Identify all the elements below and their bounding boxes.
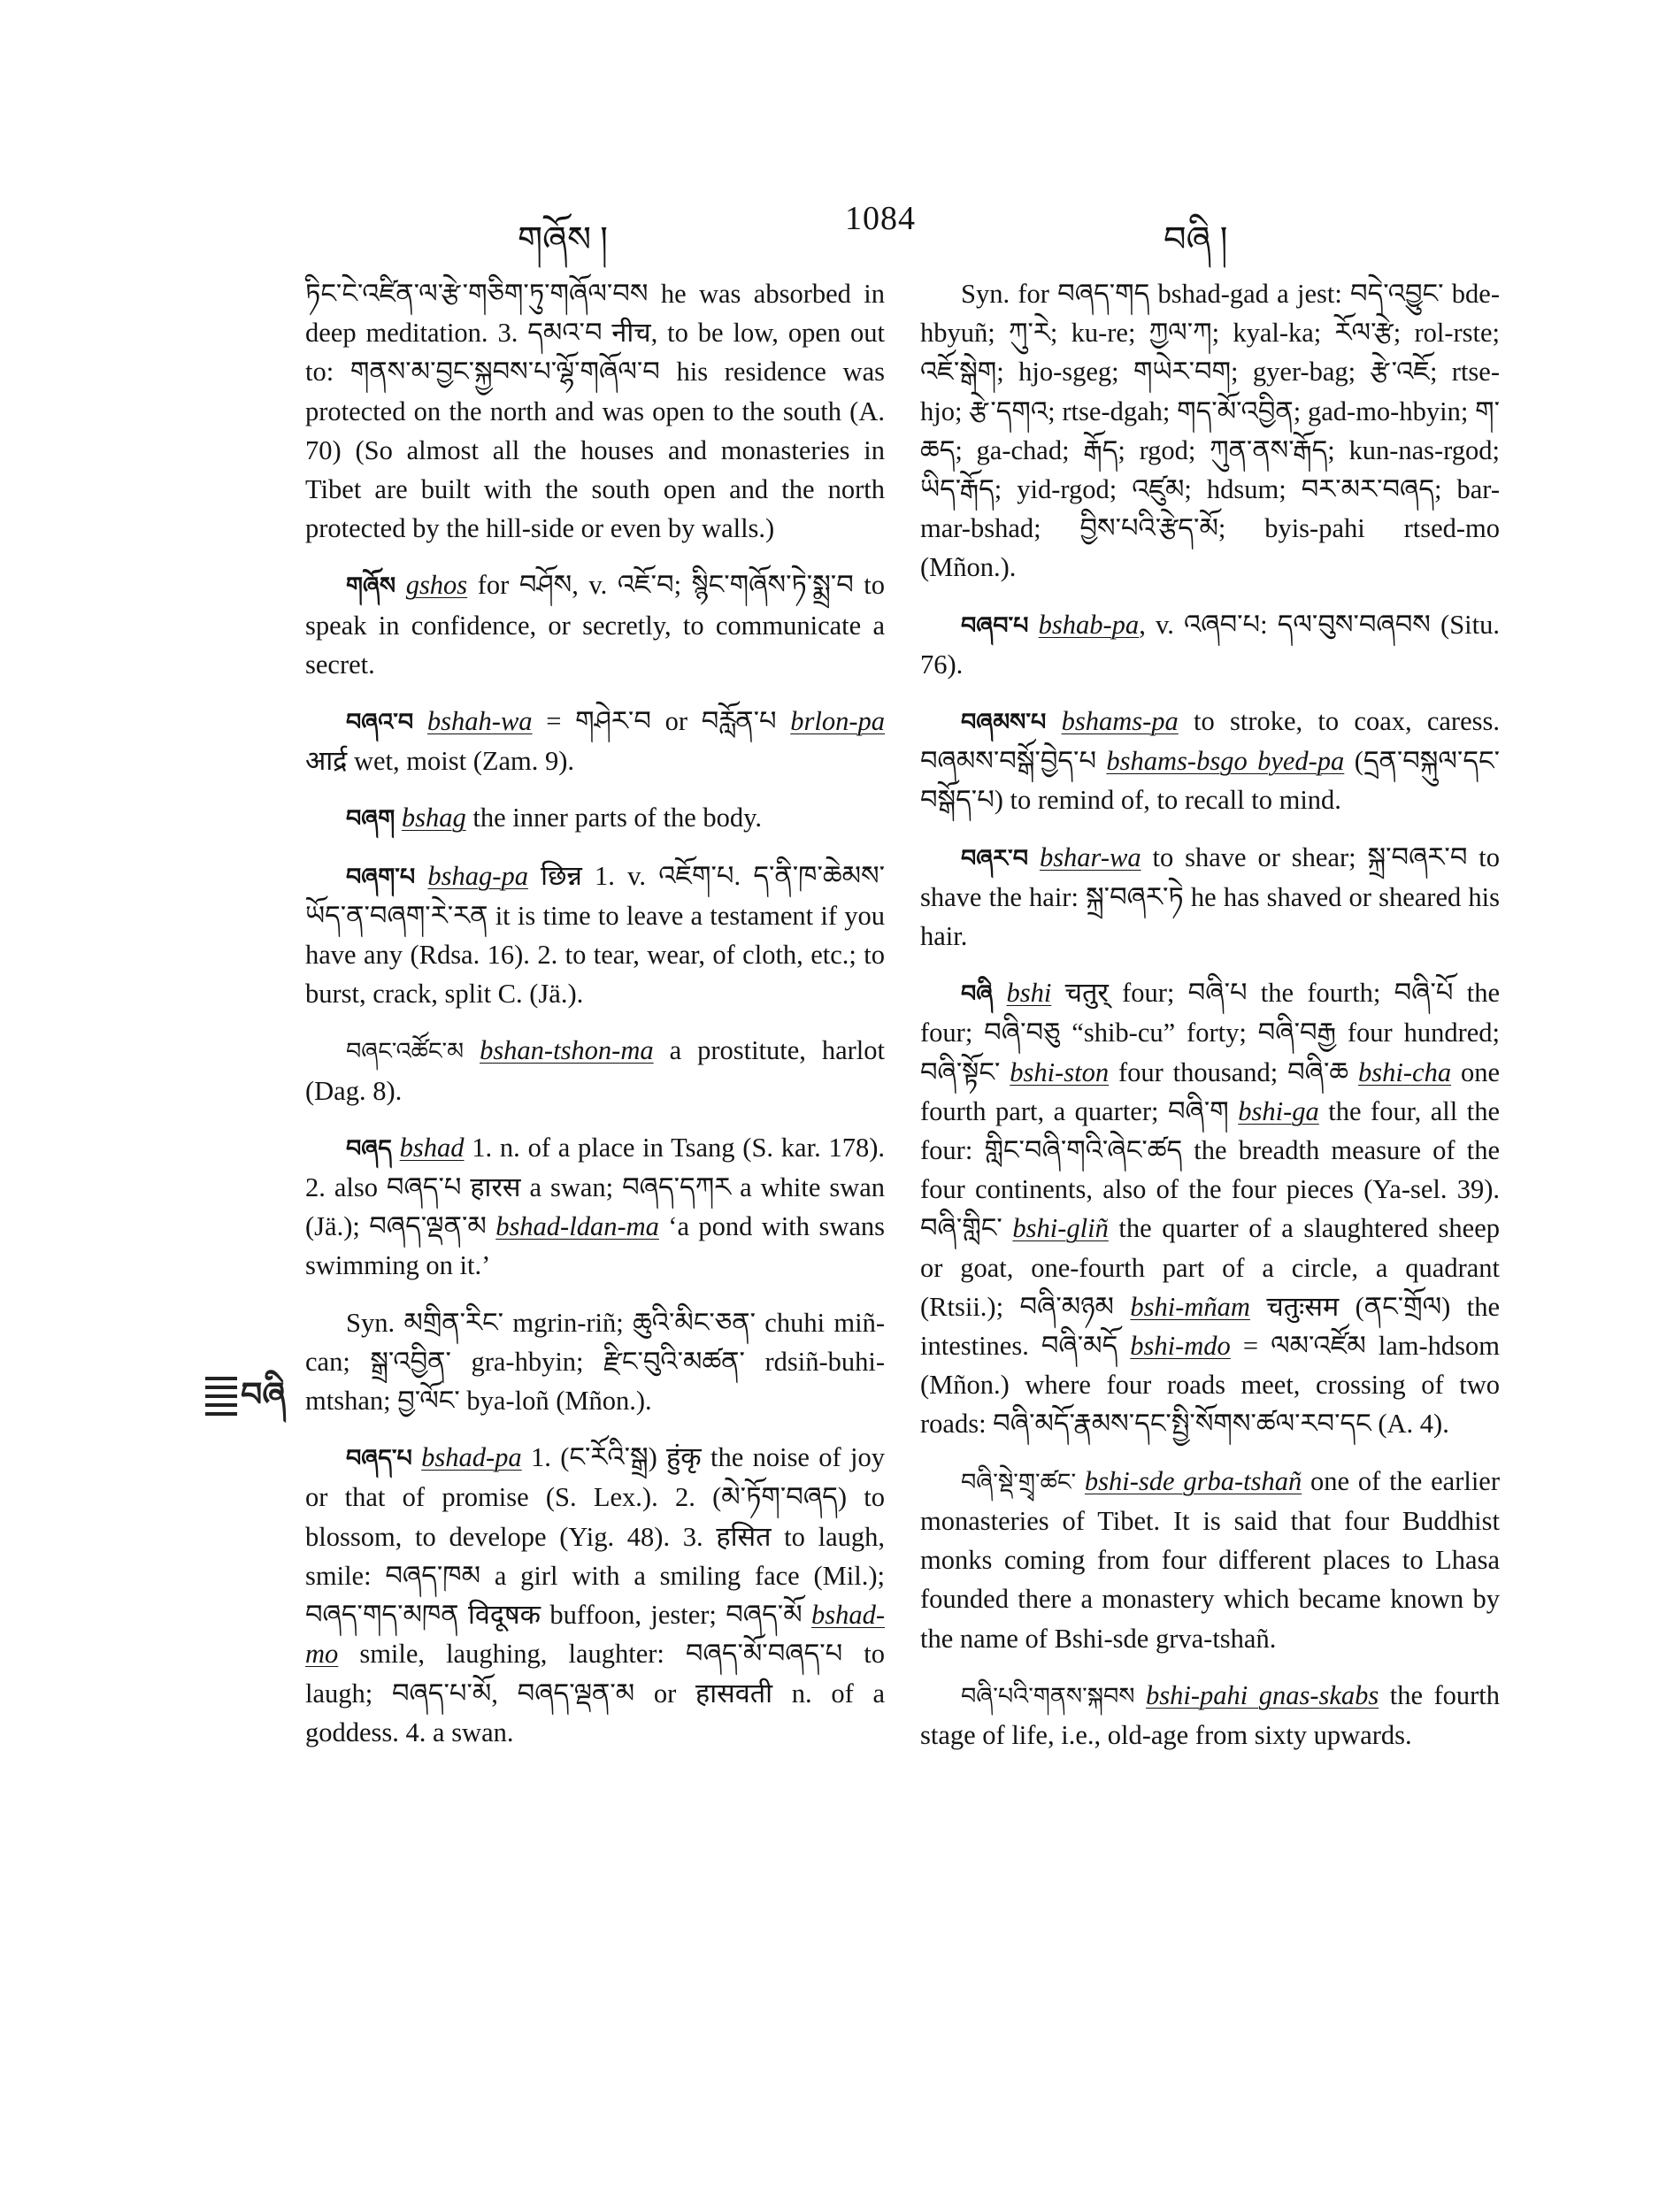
entry-bshams-pa: [920, 702, 1500, 820]
entry-bshi-pahi: [920, 1676, 1500, 1755]
entry-bshar-wa: [920, 838, 1500, 956]
entry-gshos: [305, 565, 885, 684]
definition-2: आर्द्र wet, moist (Zam. 9).: [305, 746, 575, 777]
definition-5: the quarter of a slaughtered sheep or goat, one-fourth part of a circle, a quadrant (Rtsii.); བཞི་མཉམ: [920, 1213, 1500, 1322]
transliteration-3: bshi-cha: [1358, 1056, 1452, 1087]
transliteration: bshar-wa: [1039, 841, 1141, 872]
definition-2: ‘a pond with swans swimming on it.’: [305, 1211, 886, 1281]
entry-bshi: [920, 973, 1500, 1443]
definition-2: smile, laughing, laughter: བཞད་མོ་བཞད་པ to laugh; བཞད་པ་མོ, བཞད་ལྡན་མ or हासवती n. of a goddess. 4. a swan.: [305, 1639, 885, 1747]
definition: छिन्न 1. v. འཇོག་པ. ད་ནི་ཁ་ཆེམས་ཡོད་ན་བཞག་རེ་རན it is time to leave a testament if you have any (Rdsa. 16). 2. to tear, wear, of cloth, etc.; to burst, crack, split C. (Jä.).: [305, 860, 886, 1010]
headword: བཞབ་པ: [961, 611, 1029, 639]
entry-bshag-pa: [305, 856, 885, 1014]
definition: 1. n. of a place in Tsang (S. kar. 178). 2. also བཞད་པ हारस a swan; བཞད་དཀར a white swan (Jä.); བཞད་ལྡན་མ: [305, 1132, 886, 1242]
definition: 1. (ང་རོའི་སྒྲ) हुंकृ the noise of joy or that of promise (S. Lex.). 2. (མེ་ཏོག་བཞད) to blossom, to develope (Yig. 48). 3. हसित to laugh, smile: བཞད་ཁམ a girl with a smiling face (Mil.); བཞད་གད་མཁན विदूषक buffoon, jester; བཞད་མོ: [305, 1442, 885, 1631]
entry-bshab-pa: [920, 605, 1500, 684]
entry-bshi-sde: [920, 1462, 1500, 1658]
headword: བཞི་སྡེ་གྲྭ་ཚང་: [961, 1468, 1077, 1495]
definition: one of the earlier monasteries of Tibet. It is said that four Buddhist monks coming from four different places to Lhasa founded there a monastery which became known by the name of Bshi-sde grva-tshañ.: [920, 1465, 1500, 1654]
headword: བཞི་པའི་གནས་སྐབས: [961, 1682, 1135, 1709]
transliteration-2: bshams-bsgo byed-pa: [1106, 746, 1345, 777]
definition-7: = ལམ་འཛོམ lam-hdsom (Mñon.) where four roads meet, crossing of two roads: བཞི་མདོ་རྣམས་དང་སྤྱི་སོགས་ཚལ་རབ་དང (A. 4).: [920, 1331, 1500, 1440]
transliteration: bshan-tshon-ma: [480, 1035, 654, 1066]
left-column: [305, 274, 885, 1770]
headword: བཞད་པ: [346, 1445, 412, 1472]
transliteration: bshah-wa: [426, 706, 533, 737]
headword: བཞི: [961, 980, 994, 1008]
definition: a prostitute, harlot (Dag. 8).: [305, 1035, 886, 1106]
transliteration-4: bshi-ga: [1238, 1095, 1319, 1126]
headword: བཞམས་པ: [961, 709, 1047, 736]
transliteration: bshab-pa: [1038, 609, 1140, 640]
transliteration-5: bshi-gliñ: [1012, 1213, 1109, 1244]
margin-lines-icon: [205, 1375, 241, 1416]
definition-6: चतुःसम (ནང་གྲོལ) the intestines. བཞི་མདོ: [920, 1291, 1501, 1362]
transliteration: bshag-pa: [427, 860, 528, 891]
margin-letter: བཞི: [241, 1377, 286, 1414]
transliteration-6: bshi-mñam: [1130, 1291, 1250, 1322]
definition-4: the four, all the four: གླིང་བཞི་གའི་ཞེང་ཚད the breadth measure of the four continents, also of the four pieces (Ya-sel. 39). བཞི་གླིང་: [920, 1095, 1501, 1244]
headword: བཞའ་བ: [346, 709, 414, 736]
definition: to shave or shear; སྐྲ་བཞར་བ to shave the hair: སྐྲ་བཞར་ཏེ he has shaved or sheared his hair.: [920, 841, 1501, 952]
transliteration-2: bshi-ston: [1010, 1056, 1110, 1087]
transliteration: bshad: [399, 1132, 465, 1163]
definition: चतुर् four; བཞི་པ the fourth; བཞི་པོ the four; བཞི་བཅུ “shib-cu” forty; བཞི་བརྒྱ four hundred; བཞི་སྟོང་: [920, 978, 1501, 1087]
right-column: [920, 274, 1500, 1772]
transliteration: bshi-pahi gnas-skabs: [1146, 1679, 1379, 1710]
transliteration-2: bshad-mo: [305, 1600, 885, 1670]
synonyms-jest: Syn. for བཞད་གད bshad-gad a jest: བདེ་འབྱུང་ bde-hbyuñ; ཀུ་རེ; ku-re; ཀྱལ་ཀ; kyal-ka; རོལ་རྩེ; rol-rste; འཇོ་སྒེག; hjo-sgeg; གཡེར་བག; gyer-bag; རྩེ་འཇོ; rtse-hjo; རྩེ་དགའ; rtse-dgah; གད་མོ་འབྱིན; gad-mo-hbyin; ག་ཆད; ga-chad; རྒོད; rgod; ཀུན་ནས་རྒོད; kun-nas-rgod; ཡིད་རྒོད; yid-rgod; འཛུམ; hdsum; བར་མར་བཞད; bar-mar-bshad; བྱིས་པའི་རྩེད་མོ; byis-pahi rtsed-mo (Mñon.).: [920, 279, 1500, 583]
headword: བཞང་འཚོང་མ: [346, 1038, 465, 1065]
transliteration: gshos: [405, 570, 468, 601]
definition: for བཤོས, v. འཇོ་བ; སྙིང་གཞོས་ཏེ་སྨྲ་བ to speak in confidence, or secretly, to communicate a secret.: [305, 570, 886, 680]
margin-section-mark: [205, 1370, 286, 1421]
running-header: [0, 199, 1659, 259]
entry-bshah-wa: [305, 702, 885, 780]
left-running-head: གཞོས །: [518, 219, 609, 259]
entry-bshad: [305, 1128, 885, 1286]
definition-2: (དྲན་བསྐུལ་དང་བསྒོད་པ) to remind of, to recall to mind.: [920, 746, 1500, 816]
headword: བཞར་བ: [961, 844, 1029, 872]
headword: བཞད: [346, 1134, 392, 1162]
definition: the fourth stage of life, i.e., old-age from sixty upwards.: [920, 1679, 1500, 1750]
synonyms-swan: Syn. མགྲིན་རིང་ mgrin-riñ; ཆུའི་མིང་ཅན་ chuhi miñ-can; སྒྲ་འབྱིན་ gra-hbyin; རྫིང་བུའི་མཚན་ rdsiñ-buhi-mtshan; བྱ་ལོང་ bya-loñ (Mñon.).: [305, 1307, 885, 1417]
continuation-paragraph: ཏིང་ངེ་འཛིན་ལ་རྩེ་གཅིག་ཏུ་གཞོལ་བས he was absorbed in deep meditation. 3. དམའ་བ नीच, to be low, open out to: གནས་མ་བྱང་སྐྱབས་པ་ལྷོ་གཞོལ་བ his residence was protected on the north and was open to the south (A. 70) (So almost all the houses and monasteries in Tibet are built with the south open and the north protected by the hill-side or even by walls.): [305, 279, 885, 544]
headword: བཞག་པ: [346, 863, 416, 890]
definition-2: four thousand; བཞི་ཆ: [1109, 1056, 1349, 1087]
headword: བཞག: [346, 805, 396, 833]
definition: the inner parts of the body.: [465, 803, 762, 833]
transliteration: bshi: [1006, 978, 1052, 1009]
definition: = གཤེར་བ or བརློན་པ: [532, 706, 777, 737]
entry-bshan-tshon-ma: [305, 1031, 885, 1110]
headword: གཞོས: [346, 572, 396, 600]
entry-bshag: [305, 798, 885, 838]
transliteration: bshag: [401, 803, 466, 833]
definition-3: one fourth part, a quarter; བཞི་ག: [920, 1056, 1500, 1126]
definition: to stroke, to coax, caress. བཞམས་བསྒོ་བྱེད་པ: [920, 706, 1500, 777]
right-running-head: བཞི །: [1164, 219, 1228, 259]
transliteration-7: bshi-mdo: [1130, 1331, 1231, 1362]
entry-bshad-pa: [305, 1438, 885, 1752]
page-number: 1084: [845, 200, 916, 237]
transliteration-2: bshad-ldan-ma: [495, 1211, 659, 1242]
transliteration-2: brlon-pa: [790, 706, 886, 737]
transliteration: bshi-sde grba-tshañ: [1084, 1465, 1302, 1496]
transliteration: bshad-pa: [421, 1442, 522, 1473]
definition: , v. འཞབ་པ: དལ་བུས་བཞབས (Situ. 76).: [920, 609, 1500, 680]
transliteration: bshams-pa: [1061, 706, 1179, 737]
